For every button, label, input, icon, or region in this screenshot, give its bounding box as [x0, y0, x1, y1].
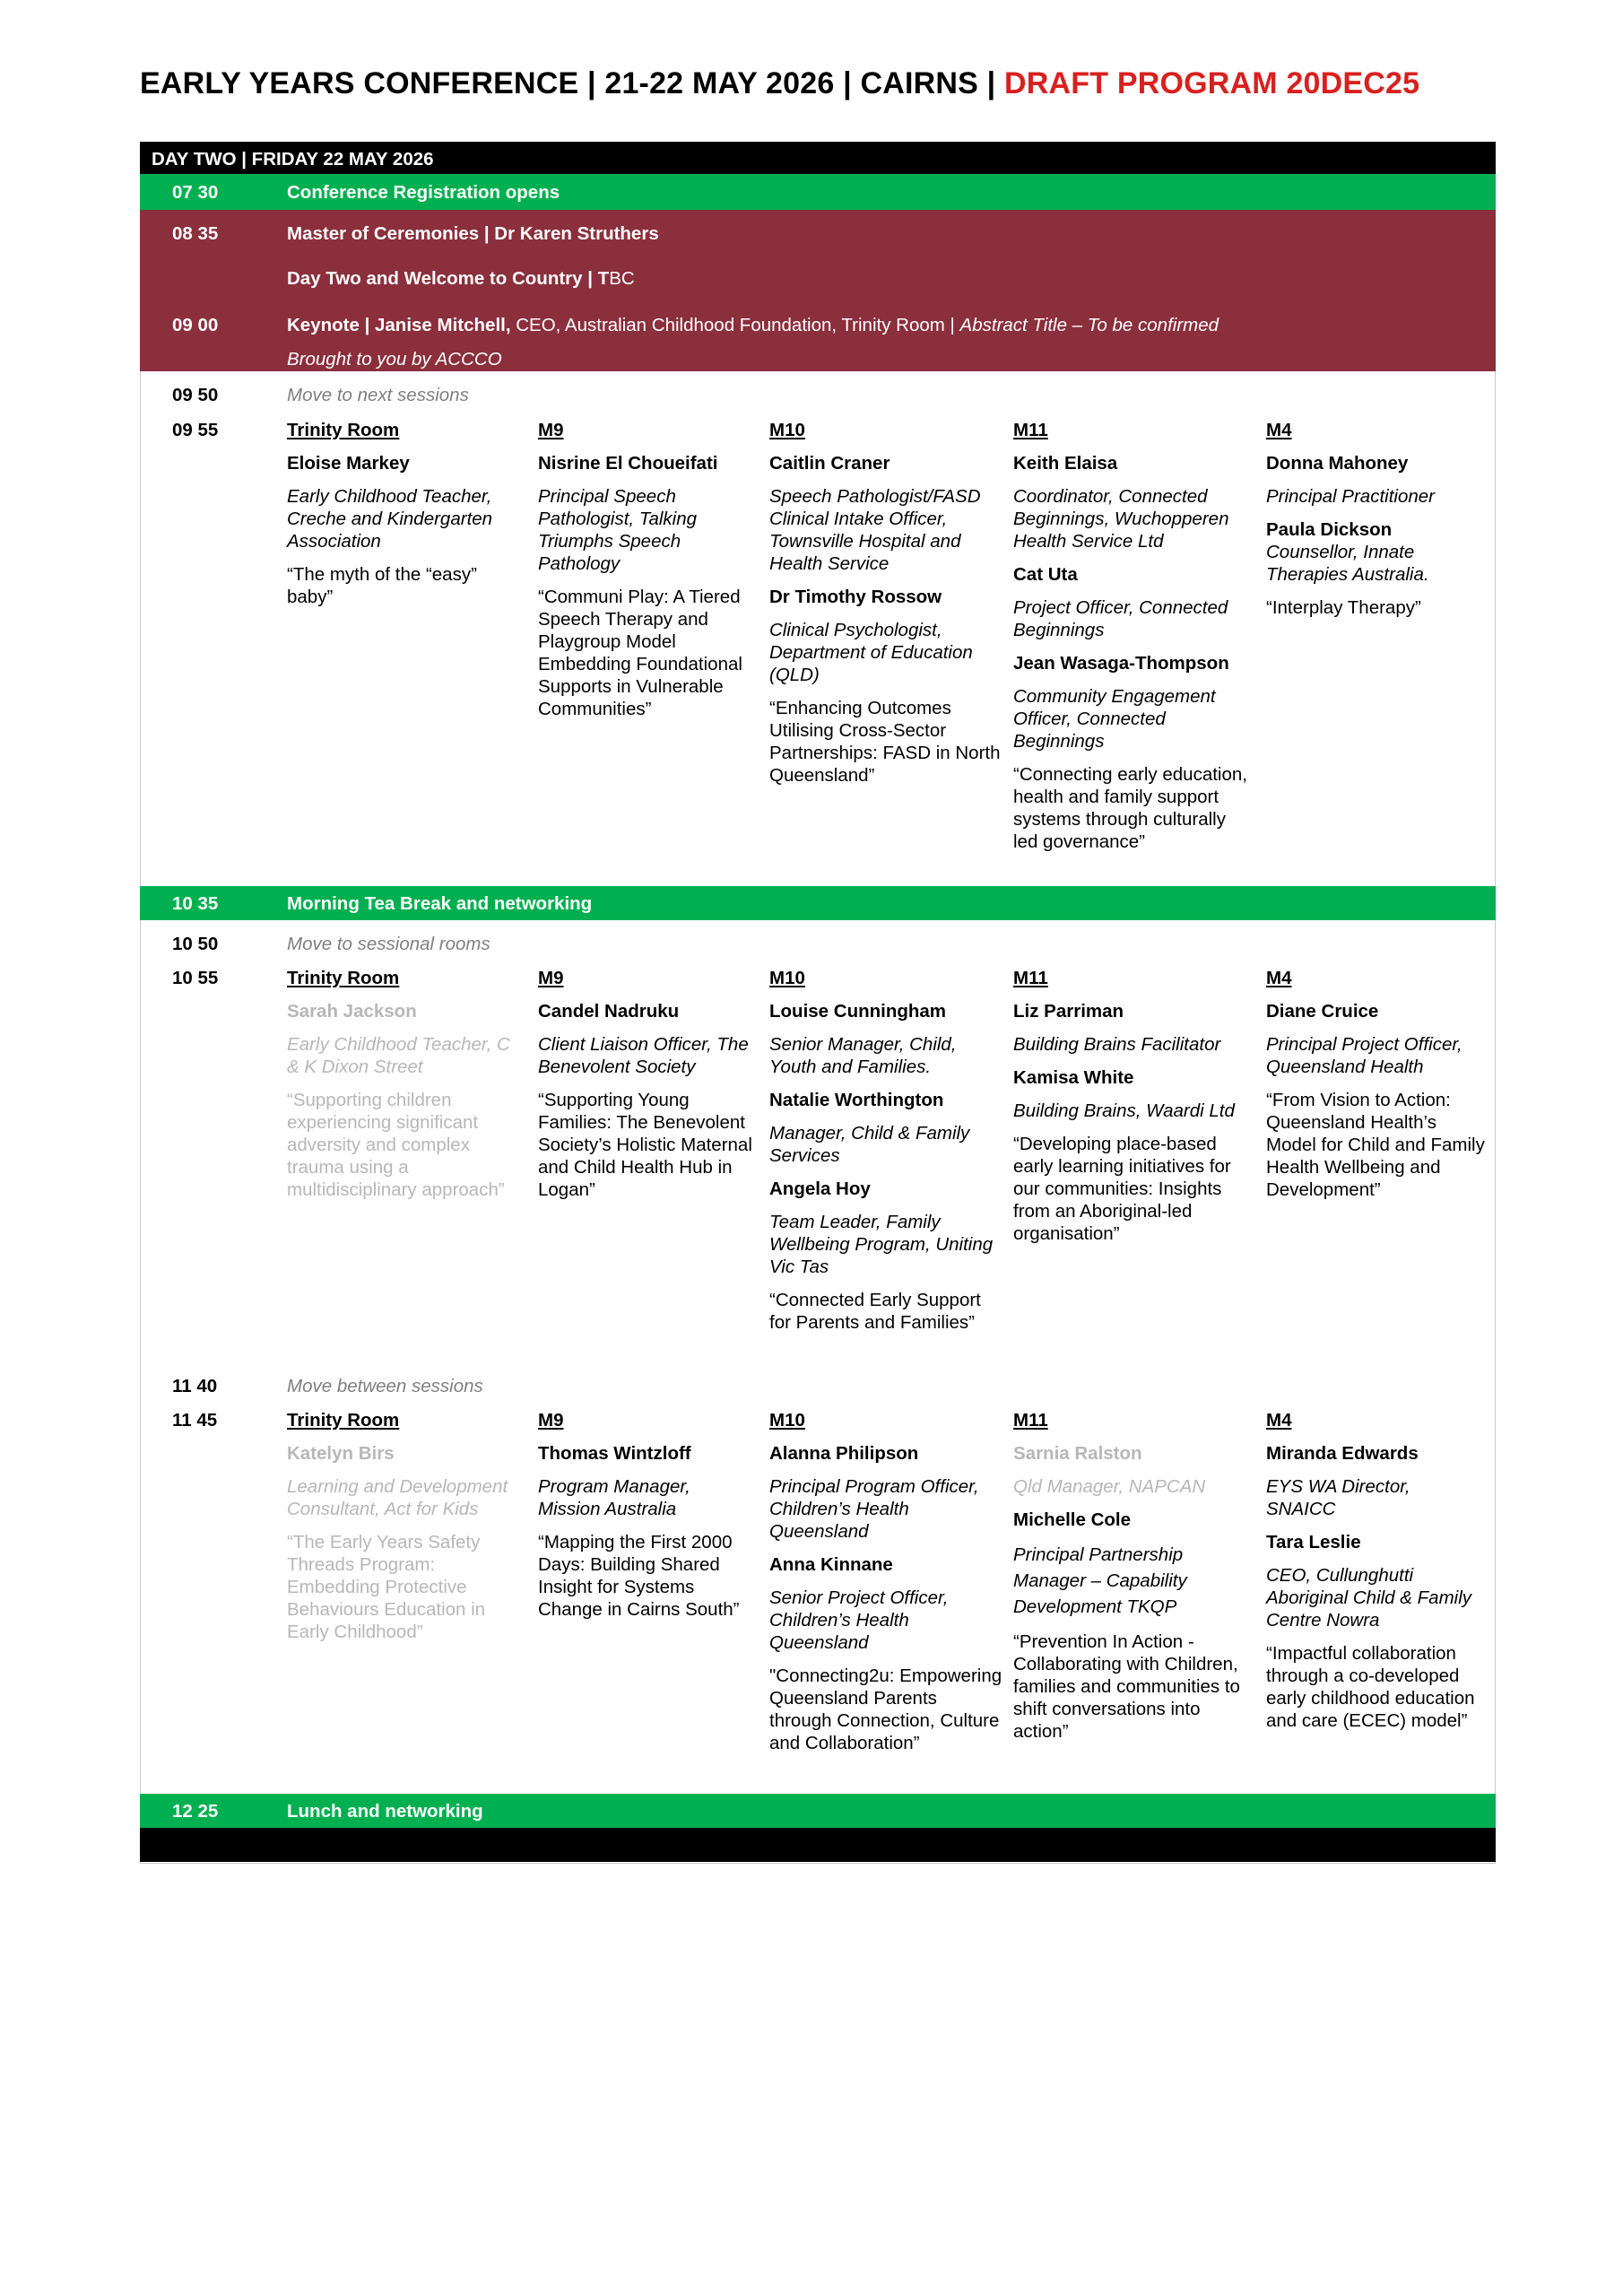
registration-row: [140, 174, 1496, 210]
room-m4: M4: [1266, 420, 1292, 440]
time-1055: 10 55: [172, 968, 219, 988]
time-1035: 10 35: [172, 893, 219, 914]
speaker-name: Jean Wasaga-Thompson: [1013, 653, 1229, 674]
speaker-name: Donna Mahoney: [1266, 453, 1409, 474]
speaker-role: Learning and Development Consultant, Act for Kids: [287, 1476, 508, 1519]
time-0730: 07 30: [172, 182, 219, 203]
session-title: “Communi Play: A Tiered Speech Therapy and Playgroup Model Embedding Foundational Supports in Vulnerable Communities”: [538, 587, 742, 719]
time-0955: 09 55: [172, 420, 219, 440]
closing-bar: [140, 1828, 1496, 1862]
morning-tea-row: [140, 886, 1496, 920]
session-title: “Impactful collaboration through a co-developed early childhood education and care (ECEC) model”: [1266, 1643, 1475, 1731]
speaker-name: Diane Cruice: [1266, 1001, 1379, 1022]
room-m11: M11: [1013, 968, 1048, 988]
speaker-role: Principal Speech Pathologist, Talking Triumphs Speech Pathology: [538, 486, 698, 574]
move-sessional-rooms: Move to sessional rooms: [287, 934, 490, 954]
time-1050: 10 50: [172, 934, 219, 954]
s1-m11-column: [1013, 419, 1254, 864]
speaker-role: Building Brains, Waardi Ltd: [1013, 1100, 1235, 1121]
page-title: [140, 66, 1419, 101]
speaker-role: Early Childhood Teacher, Creche and Kindergarten Association: [287, 486, 493, 552]
room-m9: M9: [538, 968, 564, 988]
s3-m9-column: [538, 1409, 753, 1631]
room-m4: M4: [1266, 968, 1292, 988]
session-title: “Prevention In Action - Collaborating with Children, families and communities to shift conversations into action”: [1013, 1631, 1240, 1742]
speaker-role: Building Brains Facilitator: [1013, 1034, 1221, 1055]
s1-m10-column: [769, 419, 1004, 797]
keynote-sponsor: Brought to you by ACCCO: [287, 349, 502, 370]
speaker-role: Community Engagement Officer, Connected Beginnings: [1013, 686, 1216, 752]
room-m4: M4: [1266, 1410, 1292, 1431]
session-title: “Supporting Young Families: The Benevolent Society’s Holistic Maternal and Child Health Hub in Logan”: [538, 1090, 752, 1200]
speaker-role: Principal Practitioner: [1266, 486, 1435, 507]
session-title: “The myth of the “easy” baby”: [287, 564, 477, 607]
mc-text: Master of Ceremonies | Dr Karen Struthers: [287, 223, 659, 244]
s1-m9-column: [538, 419, 753, 731]
speaker-name: Louise Cunningham: [769, 1001, 947, 1022]
speaker-name: Anna Kinnane: [769, 1554, 893, 1575]
speaker-role: Client Liaison Officer, The Benevolent Society: [538, 1034, 749, 1077]
morning-tea-text: Morning Tea Break and networking: [287, 893, 593, 914]
room-m10: M10: [769, 1410, 805, 1431]
move-between-sessions: Move between sessions: [287, 1376, 483, 1396]
s2-m9-column: [538, 967, 753, 1212]
speaker-name: Dr Timothy Rossow: [769, 587, 942, 607]
keynote-abstract: Abstract Title – To be confirmed: [959, 315, 1219, 335]
title-draft-label: DRAFT PROGRAM 20DEC25: [1004, 66, 1420, 100]
speaker-name: Paula Dickson: [1266, 519, 1393, 540]
speaker-name: Cat Uta: [1013, 564, 1078, 585]
welcome-text: [287, 267, 635, 290]
speaker-name: Liz Parriman: [1013, 1001, 1124, 1022]
session-title: “Connecting early education, health and family support systems through culturally led governance”: [1013, 764, 1247, 852]
s1-m4-column: [1266, 419, 1488, 630]
room-m11: M11: [1013, 1410, 1048, 1431]
speaker-name: Katelyn Birs: [287, 1443, 395, 1464]
s2-trinity-column: [287, 967, 522, 1212]
s3-m10-column: [769, 1409, 1004, 1765]
session-title: “Interplay Therapy”: [1266, 597, 1421, 618]
title-main: EARLY YEARS CONFERENCE | 21-22 MAY 2026 | CAIRNS |: [140, 66, 1004, 100]
speaker-name: Candel Nadruku: [538, 1001, 680, 1022]
s2-m10-column: [769, 967, 1004, 1344]
speaker-role: Manager, Child & Family Services: [769, 1123, 970, 1166]
session-title: “Supporting children experiencing significant adversity and complex trauma using a multidisciplinary approach”: [287, 1090, 505, 1200]
move-next-sessions: Move to next sessions: [287, 385, 469, 405]
speaker-name: Sarnia Ralston: [1013, 1443, 1142, 1464]
speaker-role: Senior Project Officer, Children’s Health Queensland: [769, 1587, 949, 1653]
speaker-role: Clinical Psychologist, Department of Education (QLD): [769, 620, 973, 685]
lunch-text: Lunch and networking: [287, 1801, 483, 1822]
speaker-name: Nisrine El Choueifati: [538, 453, 718, 474]
speaker-role: Principal Project Officer, Queensland Health: [1266, 1034, 1462, 1077]
s2-m4-column: [1266, 967, 1490, 1212]
keynote-text: [287, 314, 1219, 336]
speaker-role: Program Manager, Mission Australia: [538, 1476, 690, 1519]
room-m9: M9: [538, 420, 564, 440]
time-1140: 11 40: [172, 1376, 218, 1396]
speaker-role: Coordinator, Connected Beginnings, Wuchopperen Health Service Ltd: [1013, 486, 1229, 552]
speaker-name: Angela Hoy: [769, 1178, 871, 1199]
s3-m4-column: [1266, 1409, 1490, 1743]
speaker-role: Project Officer, Connected Beginnings: [1013, 597, 1228, 640]
session-title: “From Vision to Action: Queensland Health’s Model for Child and Family Health Wellbeing and Development”: [1266, 1090, 1485, 1200]
room-trinity: Trinity Room: [287, 968, 400, 988]
time-1145: 11 45: [172, 1410, 218, 1431]
s1-trinity-column: [287, 419, 522, 619]
s3-m11-column: [1013, 1409, 1254, 1753]
speaker-name: Michelle Cole: [1013, 1509, 1132, 1530]
room-m10: M10: [769, 420, 805, 440]
opening-block: [140, 210, 1496, 371]
speaker-name: Kamisa White: [1013, 1067, 1134, 1088]
keynote-details: CEO, Australian Childhood Foundation, Trinity Room |: [510, 315, 960, 335]
s2-m11-column: [1013, 967, 1254, 1256]
room-m9: M9: [538, 1410, 564, 1431]
day-header: DAY TWO | FRIDAY 22 MAY 2026: [152, 149, 434, 170]
keynote-speaker: Keynote | Janise Mitchell,: [287, 315, 511, 335]
speaker-role: CEO, Cullunghutti Aboriginal Child & Family Centre Nowra: [1266, 1565, 1472, 1631]
speaker-role: Speech Pathologist/FASD Clinical Intake Officer, Townsville Hospital and Health Service: [769, 486, 981, 574]
welcome-text-bold: Day Two and Welcome to Country | T: [287, 268, 610, 289]
registration-text: Conference Registration opens: [287, 182, 560, 203]
lunch-row: [140, 1794, 1496, 1828]
speaker-name: Alanna Philipson: [769, 1443, 919, 1464]
speaker-role: Early Childhood Teacher, C & K Dixon Street: [287, 1034, 510, 1077]
session-title: “Enhancing Outcomes Utilising Cross-Sector Partnerships: FASD in North Queensland”: [769, 698, 1001, 786]
speaker-name: Sarah Jackson: [287, 1001, 417, 1022]
speaker-name: Miranda Edwards: [1266, 1443, 1419, 1464]
speaker-name: Eloise Markey: [287, 453, 410, 474]
speaker-name: Keith Elaisa: [1013, 453, 1118, 474]
speaker-role: EYS WA Director, SNAICC: [1266, 1476, 1410, 1519]
speaker-name: Tara Leslie: [1266, 1532, 1361, 1552]
session-title: “Developing place-based early learning initiatives for our communities: Insights from an Aboriginal-led organisation”: [1013, 1134, 1231, 1244]
speaker-role: Principal Partnership Manager – Capability Development TKQP: [1013, 1544, 1187, 1617]
speaker-role: Qld Manager, NAPCAN: [1013, 1476, 1206, 1497]
time-1225: 12 25: [172, 1801, 219, 1822]
speaker-name: Caitlin Craner: [769, 453, 890, 474]
room-trinity: Trinity Room: [287, 1410, 400, 1431]
room-m11: M11: [1013, 420, 1048, 440]
speaker-role: Team Leader, Family Wellbeing Program, Uniting Vic Tas: [769, 1212, 994, 1277]
session-title: “Mapping the First 2000 Days: Building Shared Insight for Systems Change in Cairns South”: [538, 1532, 740, 1620]
time-0950: 09 50: [172, 385, 219, 405]
speaker-role: Senior Manager, Child, Youth and Families.: [769, 1034, 957, 1077]
day-header-bar: [140, 142, 1496, 174]
speaker-name: Natalie Worthington: [769, 1090, 944, 1110]
room-trinity: Trinity Room: [287, 420, 400, 440]
session-title: "Connecting2u: Empowering Queensland Parents through Connection, Culture and Collaboration”: [769, 1665, 1002, 1753]
time-0835: 08 35: [172, 223, 219, 244]
session-title: “The Early Years Safety Threads Program: Embedding Protective Behaviours Education in Early Childhood”: [287, 1532, 486, 1642]
s3-trinity-column: [287, 1409, 522, 1654]
room-m10: M10: [769, 968, 805, 988]
speaker-name: Thomas Wintzloff: [538, 1443, 691, 1464]
time-0900: 09 00: [172, 315, 219, 335]
speaker-role: Principal Program Officer, Children’s Health Queensland: [769, 1476, 979, 1542]
session-title: “Connected Early Support for Parents and Families”: [769, 1290, 981, 1333]
welcome-text-tbc: BC: [609, 268, 635, 289]
speaker-role: Counsellor, Innate Therapies Australia.: [1266, 542, 1429, 585]
